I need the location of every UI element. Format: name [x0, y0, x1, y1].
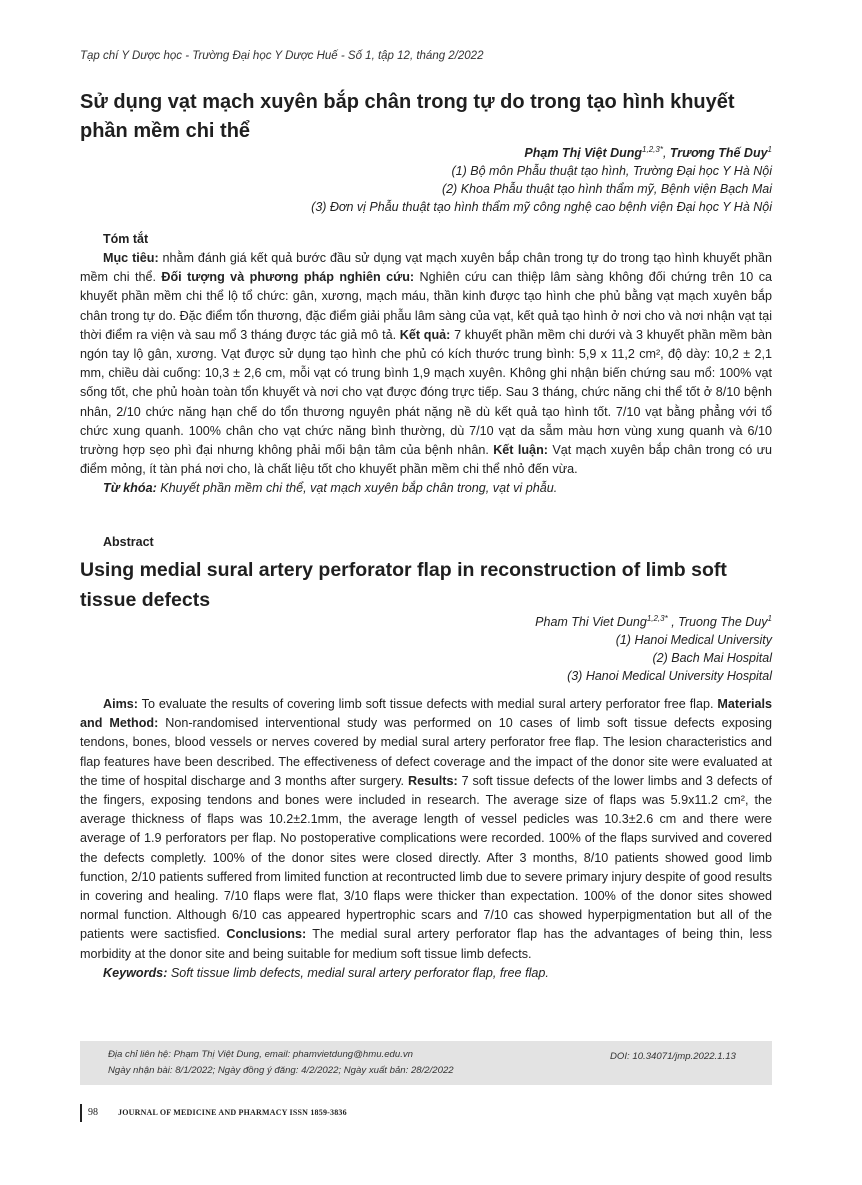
doi-label: DOI: 10.34071/jmp.2022.1.13 — [610, 1051, 736, 1062]
aims-text-en: To evaluate the results of covering limb soft tissue defects with medial sural artery perforator free flap. — [138, 697, 718, 711]
affiliation-3: (3) Đơn vị Phẫu thuật tạo hình thẩm mỹ công nghệ cao bệnh viện Đại học Y Hà Nội — [311, 200, 772, 215]
affiliation-2: (2) Khoa Phẫu thuật tạo hình thẩm mỹ, Bệnh viện Bạch Mai — [441, 182, 772, 197]
results-text: 7 khuyết phần mềm chi dưới và 3 khuyết phần mềm bàn ngón tay lộ gân, xương. Vạt được sử dụng tạo hình che phủ có kích thước trung bình: 5,9 x 11,2 cm², độ dày: 10,2 ± 2,1 mm, chiều dài cuống: 10,3 ± 2,6 cm, mỗi vạt có trung bình 1,9 mạch xuyên. Không ghi nhận biến chứng sau mổ: 100% vạt sống tốt, che phủ hoàn toàn tổn khuyết và nơi cho vạt được đóng trực tiếp. Sau 3 tháng, chức năng chi thể tốt ở 8/10 bệnh nhân, 2/10 chức năng hạn chế do tổn thương nguyên phát nặng nề dù kết quả tạo hình tốt. 7/10 vạt bằng phẳng với tổ chức xung quanh. 100% chân cho vạt chức năng bình thường, dù 7/10 vạt da sẫm màu hơn vùng xung quanh và 6/10 trường hợp sẹo phì đại nhưng không phải mối bận tâm của bệnh nhân. — [80, 327, 772, 458]
author-1-name: Phạm Thị Việt Dung — [524, 146, 643, 161]
affiliation-3-en: (3) Hanoi Medical University Hospital — [567, 669, 772, 684]
abstract-paragraph-vn — [80, 249, 772, 479]
keywords-text-en: Soft tissue limb defects, medial sural artery perforator flap, free flap. — [167, 965, 549, 980]
author-1-name-en: Pham Thi Viet Dung — [535, 615, 647, 630]
article-title-en: Using medial sural artery perforator flap in reconstruction of limb soft tissue defects — [80, 559, 727, 611]
author-2-sup-en: 1 — [767, 614, 772, 623]
aims-label-en: Aims: — [103, 697, 138, 711]
abstract-body-vn — [80, 249, 772, 499]
section-heading-tomtat: Tóm tắt — [103, 232, 149, 246]
keywords-label: Từ khóa: — [103, 481, 157, 496]
aims-label: Mục tiêu: — [103, 251, 159, 265]
affiliation-2-en: (2) Bach Mai Hospital — [652, 651, 772, 666]
conclusion-text: Vạt mạch xuyên bắp chân trong có ưu điểm mỏng, ít tàn phá nơi cho, là chất liệu tốt cho khuyết phần mềm chi thể nhỏ đến vừa. — [80, 443, 773, 477]
author-separator-en: , — [667, 615, 679, 630]
keywords-line-en — [80, 964, 772, 983]
page-number: 98 — [88, 1107, 98, 1118]
authors-en — [535, 610, 772, 685]
author-separator: , — [662, 146, 670, 161]
methods-text-en: Non-randomised interventional study was performed on 10 cases of limb soft tissue defects exposing tendons, bones, blood vessels or nerves covered by medial sural artery perforator free flap. The lesion characteristics and flap features have been described. The effectiveness of defect coverage and the impact of the donor site were evaluated at the time of hospital discharge and 3 months after surgery. — [80, 716, 772, 788]
author-2-name: Trương Thế Duy — [669, 146, 768, 161]
affiliation-1-en: (1) Hanoi Medical University — [615, 633, 772, 648]
keywords-text: Khuyết phần mềm chi thể, vạt mạch xuyên bắp chân trong, vạt vi phẫu. — [156, 481, 558, 496]
section-heading-abstract: Abstract — [103, 535, 154, 549]
author-1-sup: 1,2,3* — [642, 145, 663, 154]
conclusion-text-en: The medial sural artery perforator flap has the advantages of being thin, less morbidity at the donor site and being suitable for medium soft tissue limb defects. — [80, 927, 772, 961]
author-line-en — [535, 610, 772, 631]
conclusion-label: Kết luận: — [493, 443, 548, 458]
contact-address: Địa chỉ liên hệ: Phạm Thị Việt Dung, email: phamvietdung@hmu.edu.vn — [108, 1049, 413, 1060]
abstract-paragraph-en — [80, 695, 772, 964]
journal-running-header: Tạp chí Y Dược học - Trường Đại học Y Dược Huế - Số 1, tập 12, tháng 2/2022 — [80, 50, 484, 62]
author-1-sup-en: 1,2,3* — [646, 614, 668, 623]
author-2-name-en: Truong The Duy — [678, 615, 768, 630]
results-label-en: Results: — [407, 773, 458, 788]
methods-label: Đối tượng và phương pháp nghiên cứu: — [161, 270, 415, 285]
keywords-line-vn — [80, 479, 772, 498]
footer-journal-name: JOURNAL OF MEDICINE AND PHARMACY ISSN 1859-3836 — [118, 1108, 347, 1117]
article-title-vn: Sử dụng vạt mạch xuyên bắp chân trong tự do trong tạo hình khuyết phần mềm chi thể — [80, 91, 735, 142]
publication-dates: Ngày nhận bài: 8/1/2022; Ngày đồng ý đăng: 4/2/2022; Ngày xuất bản: 28/2/2022 — [108, 1065, 454, 1076]
results-text-en: 7 soft tissue defects of the lower limbs and 3 defects of the fingers, exposing tendons and bones were included in research. The average size of flaps was 5.9x11.2 cm², the average thickness of flaps was 10.2±2.1mm, the average length of vessel pedicles was 10.3±2.6 cm and there were average of 1.9 perforators per flap. No postoperative complications were recorded. 100% of the flaps survived and covered the defects completly. 100% of the donor sites were closed directly. After 3 months, 8/10 patients showed good limb function, 2/10 patients suffered from limited function at recontructed limb due to severe primary injury despite of good results in covering and healing. 7/10 flaps were flat, 3/10 flaps were thicker than expectation. 100% of the donor sites showed normal function. Although 6/10 cas appeared hypertrophic scars and 7/10 cas showed hyperpigmentation but all of the patients were sactisfied. — [80, 773, 772, 942]
author-line-vn — [311, 141, 772, 162]
methods-label-en: Materials and Method: — [80, 697, 772, 731]
author-2-sup: 1 — [767, 145, 772, 154]
aims-text: nhằm đánh giá kết quả bước đầu sử dụng vạt mạch xuyên bắp chân trong tự do trong tạo hình khuyết phần mềm chi thể. — [80, 251, 772, 285]
methods-text: Nghiên cứu can thiệp lâm sàng không đối chứng trên 10 ca khuyết phần mềm chi thể lộ tổ chức: gân, xương, mạch máu, thần kinh được tạo hình che phủ bằng vạt mạch xuyên bắp chân trong tự do. Đặc điểm tổn thương, đặc điểm giải phẫu lâm sàng của vạt, kết quả tạo hình ở nơi cho và nơi nhận vạt tại thời điểm ra viện và sau mổ 3 tháng được tác giả mô tả. — [80, 270, 772, 342]
authors-vn — [311, 141, 772, 216]
conclusion-label-en: Conclusions: — [226, 927, 307, 942]
footer-divider — [80, 1104, 82, 1122]
contact-info-box — [80, 1041, 772, 1085]
affiliation-1: (1) Bộ môn Phẫu thuật tạo hình, Trường Đại học Y Hà Nội — [451, 164, 772, 179]
results-label: Kết quả: — [399, 327, 451, 342]
keywords-label-en: Keywords: — [103, 965, 168, 980]
abstract-body-en — [80, 695, 772, 983]
